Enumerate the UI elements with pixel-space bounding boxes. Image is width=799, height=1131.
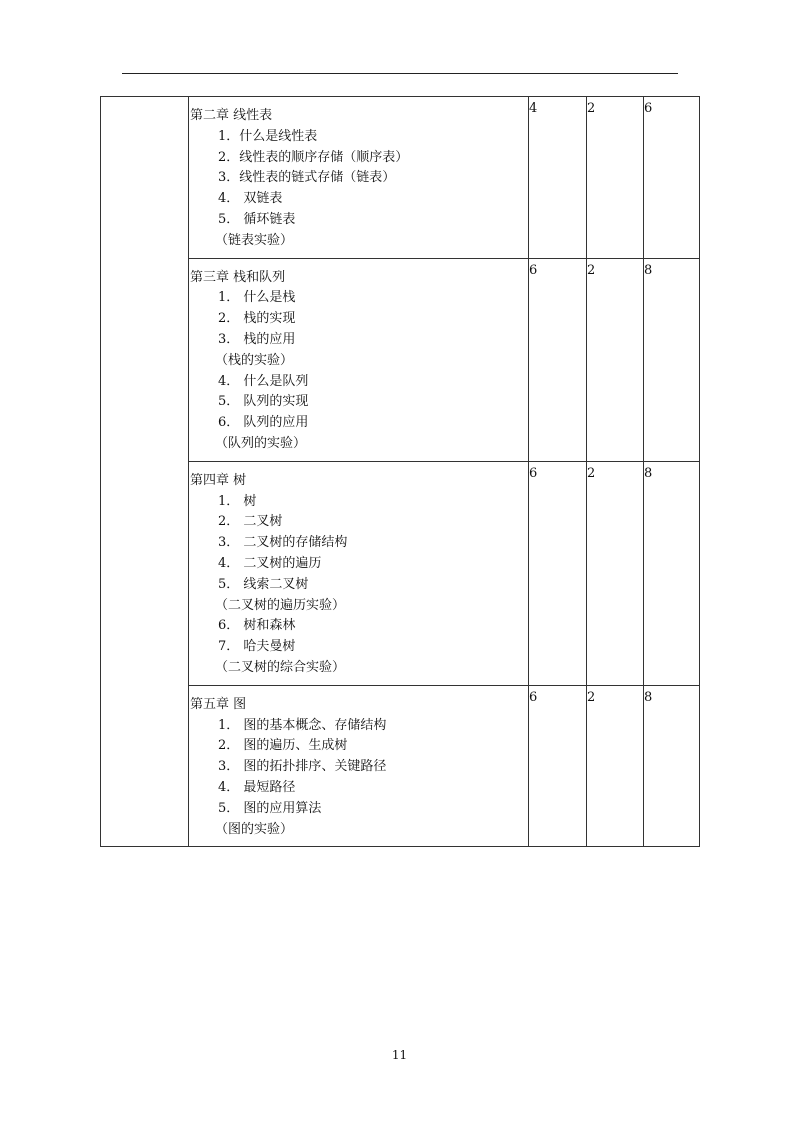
topic-item: 1．什么是线性表 [218, 128, 318, 144]
topic-list [190, 127, 528, 252]
topic-item: 4． 双链表 [218, 191, 283, 207]
chapter-row [101, 461, 700, 685]
hours-cell-3: 8 [644, 685, 700, 847]
chapter-title: 第三章 栈和队列 [190, 269, 286, 285]
topic-item: 5． 循环链表 [218, 211, 296, 227]
topic-list [190, 716, 528, 841]
hours-cell-1: 6 [529, 685, 587, 847]
header-rule [122, 73, 678, 74]
lab-item: （队列的实验） [215, 435, 307, 451]
chapter-row [101, 97, 700, 259]
topic-item: 4． 什么是队列 [218, 373, 309, 389]
topic-item: 1． 什么是栈 [218, 290, 296, 306]
topic-item: 1． 树 [218, 493, 257, 509]
topic-item: 5． 图的应用算法 [218, 800, 322, 816]
topic-item: 6． 队列的应用 [218, 415, 309, 431]
chapter-title: 第四章 树 [190, 472, 247, 488]
topic-item: 3． 二叉树的存储结构 [218, 535, 348, 551]
topic-item: 4． 最短路径 [218, 779, 296, 795]
chapter-row [101, 258, 700, 461]
chapter-content-cell [189, 461, 529, 685]
topic-item: 1． 图的基本概念、存储结构 [218, 717, 387, 733]
topic-item: 2． 图的遍历、生成树 [218, 738, 348, 754]
topic-list [190, 492, 528, 679]
blank-category-cell [101, 97, 189, 847]
syllabus-table-body [101, 97, 700, 847]
lab-item: （图的实验） [215, 821, 294, 837]
lab-item: （链表实验） [215, 232, 294, 248]
syllabus-table [100, 96, 700, 847]
topic-item: 7． 哈夫曼树 [218, 639, 296, 655]
chapter-title: 第二章 线性表 [190, 108, 273, 123]
lab-item: （栈的实验） [215, 352, 294, 368]
hours-cell-1: 6 [529, 258, 587, 461]
lab-item: （二叉树的综合实验） [215, 659, 346, 675]
topic-item: 3． 栈的应用 [218, 331, 296, 347]
chapter-title: 第五章 图 [190, 696, 247, 712]
lab-item: （二叉树的遍历实验） [215, 597, 346, 613]
topic-item: 2． 二叉树 [218, 514, 283, 530]
topic-item: 5． 队列的实现 [218, 394, 309, 410]
hours-cell-2: 2 [587, 685, 644, 847]
topic-item: 2． 栈的实现 [218, 311, 296, 327]
chapter-content-cell [189, 685, 529, 847]
chapter-content-cell [189, 97, 529, 259]
topic-list [190, 288, 528, 454]
hours-cell-3: 8 [644, 258, 700, 461]
hours-cell-2: 2 [587, 461, 644, 685]
topic-item: 3．线性表的链式存储（链表） [218, 170, 396, 186]
hours-cell-1: 4 [529, 97, 587, 259]
page-number: 11 [391, 1048, 408, 1062]
topic-item: 4． 二叉树的遍历 [218, 555, 322, 571]
chapter-content-cell [189, 258, 529, 461]
hours-cell-3: 6 [644, 97, 700, 259]
hours-cell-2: 2 [587, 258, 644, 461]
topic-item: 2．线性表的顺序存储（顺序表） [218, 149, 409, 165]
hours-cell-1: 6 [529, 461, 587, 685]
topic-item: 3． 图的拓扑排序、关键路径 [218, 759, 387, 775]
hours-cell-3: 8 [644, 461, 700, 685]
chapter-row [101, 685, 700, 847]
topic-item: 5． 线索二叉树 [218, 576, 309, 592]
hours-cell-2: 2 [587, 97, 644, 259]
topic-item: 6． 树和森林 [218, 618, 296, 634]
